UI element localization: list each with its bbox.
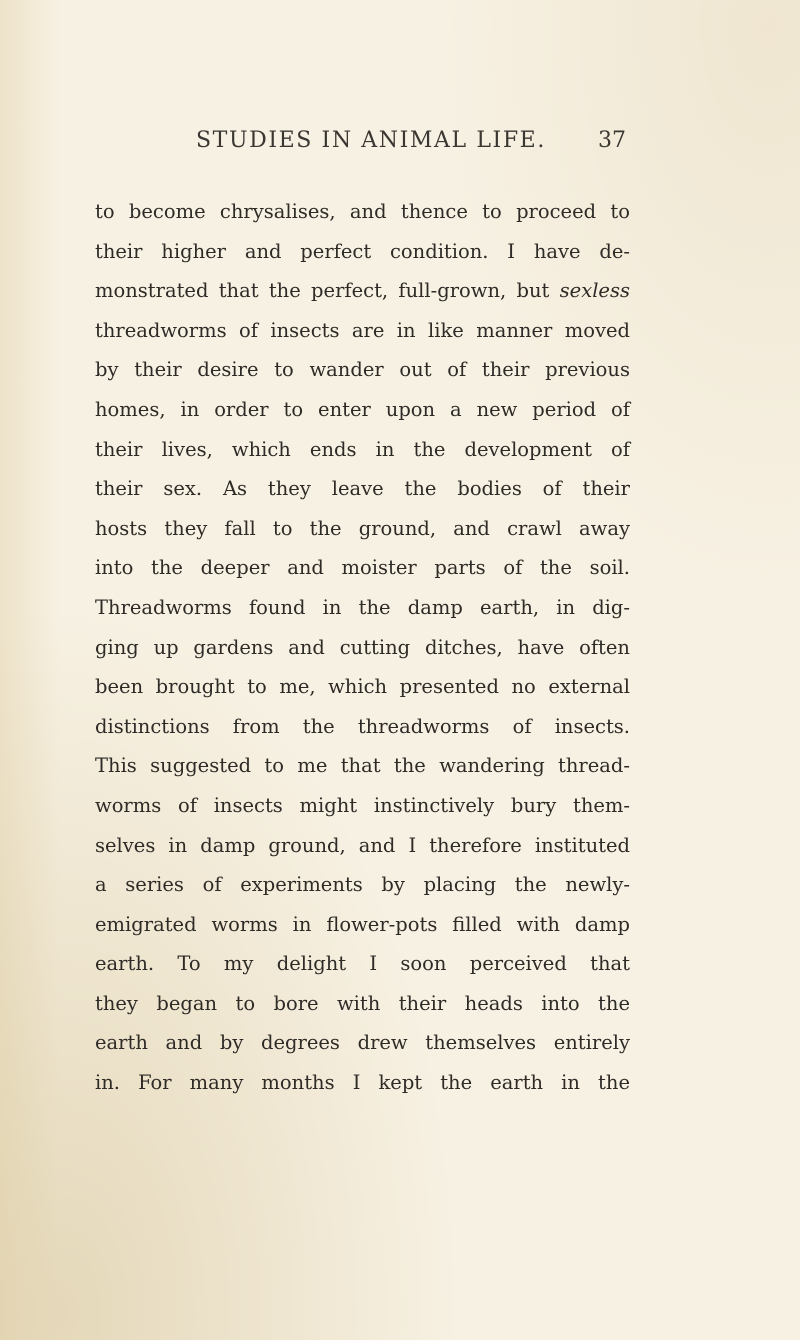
italic-word: sexless [559,279,630,303]
text-line: by their desire to wander out of their previous [95,358,630,382]
text-line: their sex. As they leave the bodies of their [95,477,630,501]
text-line: ging up gardens and cutting ditches, have often [95,635,630,659]
text-line: in. For many months I kept the earth in the [95,1071,630,1095]
text-line: selves in damp ground, and I therefore instituted [95,833,630,857]
text-line: threadworms of insects are in like manner moved [95,318,630,342]
text-line [95,271,630,311]
text-line: worms of insects might instinctively bury them- [95,793,630,817]
body-text [95,192,630,1103]
text-line: hosts they fall to the ground, and crawl away [95,516,630,540]
text-line: earth and by degrees drew themselves entirely [95,1031,630,1055]
text-line: to become chrysalises, and thence to proceed to [95,200,630,223]
text-line: earth. To my delight I soon perceived that [95,952,630,976]
text-line: a series of experiments by placing the newly- [95,873,630,897]
text-line: their lives, which ends in the development of [95,437,630,461]
page-number: 37 [598,128,626,153]
text-line: their higher and perfect condition. I have de- [95,239,630,263]
text-segment: monstrated that the perfect, full-grown, but [95,279,550,303]
text-line: distinctions from the threadworms of insects. [95,714,630,738]
text-line: into the deeper and moister parts of the soil. [95,556,630,580]
text-line: This suggested to me that the wandering thread- [95,754,630,778]
text-line: emigrated worms in flower-pots filled with damp [95,912,630,936]
text-line: they began to bore with their heads into the [95,991,630,1015]
text-line: been brought to me, which presented no external [95,675,630,699]
text-line: homes, in order to enter upon a new period of [95,397,630,421]
running-title: STUDIES IN ANIMAL LIFE. [196,128,546,153]
running-head [0,128,800,164]
text-line: Threadworms found in the damp earth, in dig- [95,595,630,619]
